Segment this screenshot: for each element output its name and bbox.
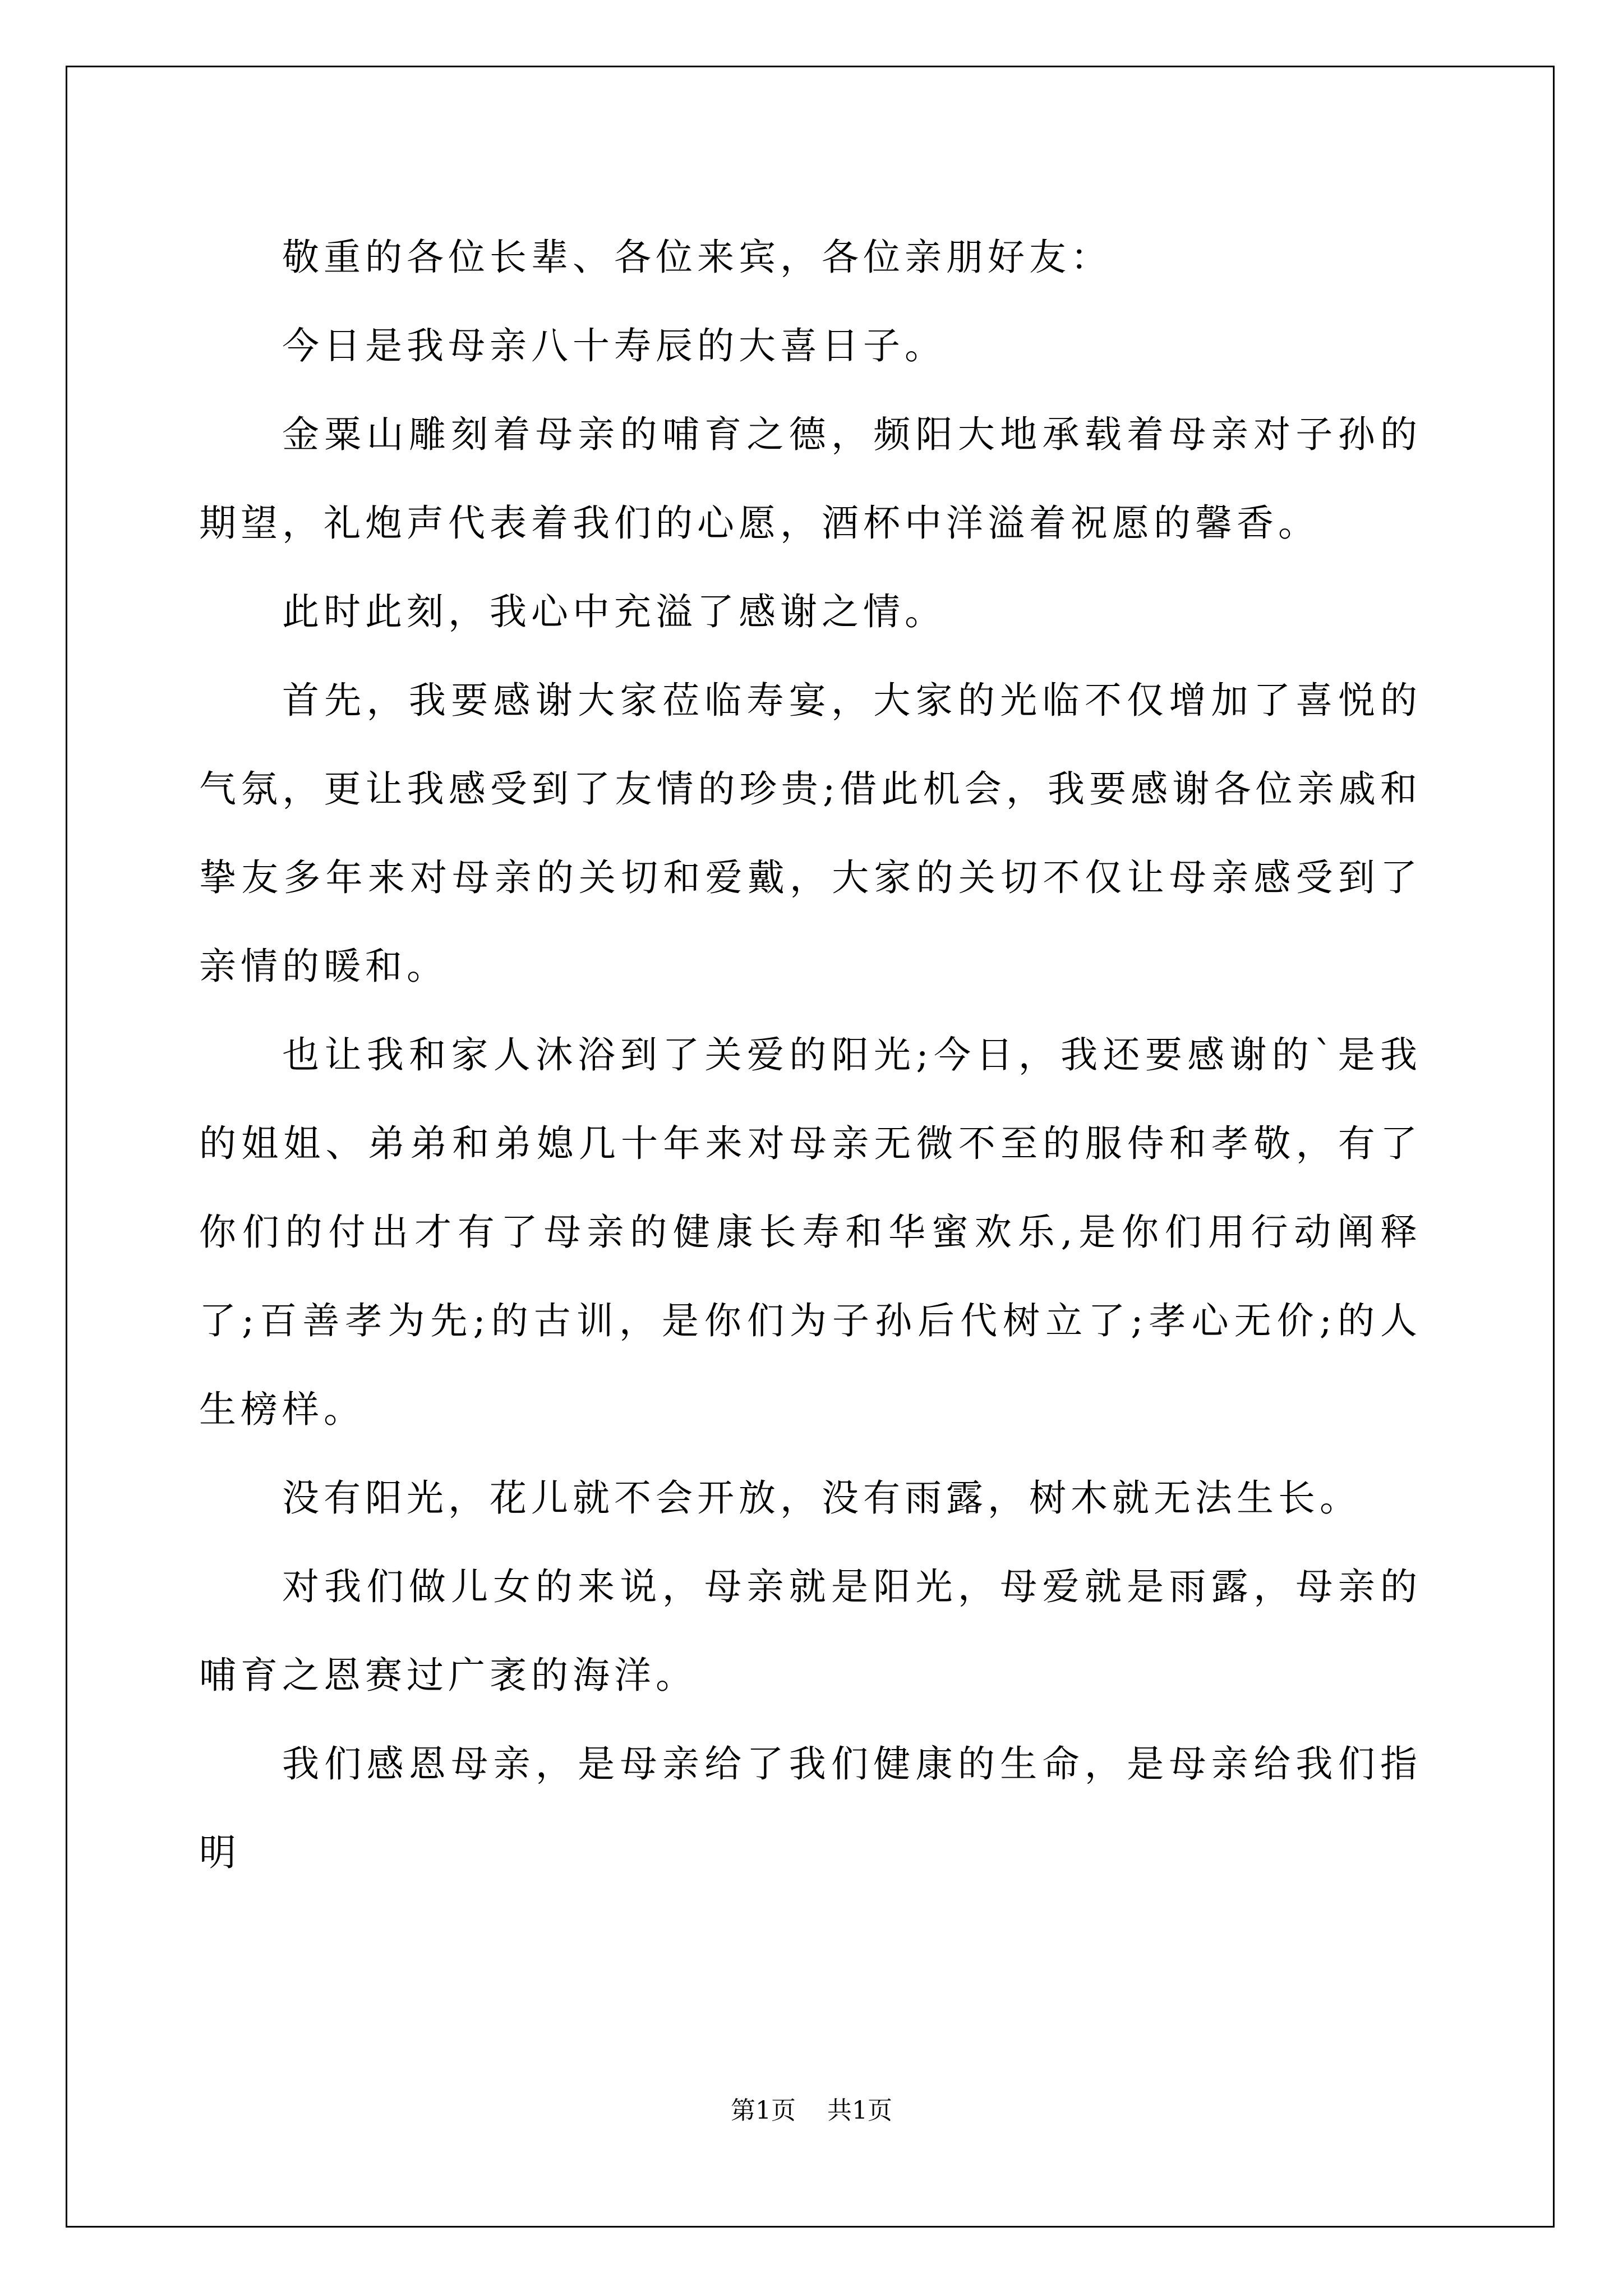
document-body (199, 213, 1422, 1897)
page-total: 共1页 (827, 2096, 892, 2125)
page-footer (0, 2094, 1623, 2128)
paragraph: 金粟山雕刻着母亲的哺育之德，频阳大地承载着母亲对子孙的期望，礼炮声代表着我们的心愿，酒杯中洋溢着祝愿的馨香。 (199, 413, 1422, 545)
paragraph: 也让我和家人沐浴到了关爱的阳光;今日，我还要感谢的`是我的姐姐、弟弟和弟媳几十年来对母亲无微不至的服侍和孝敬，有了你们的付出才有了母亲的健康长寿和华蜜欢乐,是你们用行动阐释了;百善孝为先;的古训，是你们为子孙后代树立了;孝心无价;的人生榜样。 (199, 1033, 1422, 1431)
page-number: 第1页 (731, 2096, 796, 2125)
paragraph: 首先，我要感谢大家莅临寿宴，大家的光临不仅增加了喜悦的气氛，更让我感受到了友情的珍贵;借此机会，我要感谢各位亲戚和挚友多年来对母亲的关切和爱戴，大家的关切不仅让母亲感受到了亲情的暖和。 (199, 679, 1422, 988)
paragraph: 此时此刻，我心中充溢了感谢之情。 (282, 590, 946, 633)
paragraph: 今日是我母亲八十寿辰的大喜日子。 (282, 324, 946, 367)
paragraph-salutation: 敬重的各位长辈、各位来宾，各位亲朋好友： (282, 236, 1112, 279)
paragraph: 对我们做儿女的来说，母亲就是阳光，母爱就是雨露，母亲的哺育之恩赛过广袤的海洋。 (199, 1565, 1422, 1697)
paragraph: 没有阳光，花儿就不会开放，没有雨露，树木就无法生长。 (282, 1476, 1361, 1520)
paragraph: 我们感恩母亲，是母亲给了我们健康的生命，是母亲给我们指明 (199, 1742, 1422, 1874)
